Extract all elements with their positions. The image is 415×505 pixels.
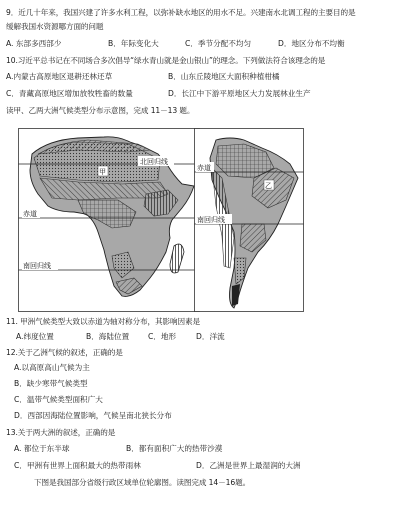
south-america-climate-map	[194, 128, 304, 312]
q11-stem: 11. 甲洲气候类型大致以赤道为轴对称分布，其影响因素是	[6, 317, 200, 326]
q10-option-a: A.内蒙古高原地区退耕还林还草	[6, 72, 113, 81]
q13-option-a: A. 都位于东半球	[14, 444, 70, 453]
q9-stem-line1: 9．近几十年来，我国兴建了许多水利工程，以弥补缺水地区的用水不足。兴建南水北调工程的主要目的是	[6, 8, 356, 17]
q10-option-b: B．山东丘陵地区大面积种植柑橘	[168, 72, 280, 81]
sa-marker-yi: 乙	[265, 182, 272, 190]
africa-equator-label: 赤道	[23, 210, 37, 218]
sa-equator-label: 赤道	[197, 164, 211, 172]
q14-16-intro: 下图是我国部分省级行政区域单位轮廓图。读图完成 14－16题。	[34, 478, 251, 487]
q12-stem: 12.关于乙洲气候的叙述，正确的是	[6, 348, 123, 357]
sa-south-tropic-label: 南回归线	[197, 216, 225, 224]
africa-south-tropic-label: 南回归线	[23, 262, 51, 270]
q13-option-c: C．甲洲有世界上面积最大的热带雨林	[14, 461, 141, 470]
q9-option-c: C．季节分配不均匀	[185, 39, 252, 48]
q12-option-b: B．缺少寒带气候类型	[14, 379, 88, 388]
q13-stem: 13.关于两大洲的叙述，正确的是	[6, 428, 116, 437]
q12-option-c: C．温带气候类型面积广大	[14, 395, 103, 404]
q9-stem-line2: 缓解我国水资源哪方面的问题	[6, 22, 104, 31]
q10-stem: 10.习近平总书记在不同场合多次倡导“绿水青山就是金山银山”的理念。下列做法符合该理念的是	[6, 56, 326, 65]
q9-option-a: A. 东部多西部少	[6, 39, 62, 48]
q13-option-b: B．都有面积广大的热带沙漠	[126, 444, 223, 453]
q12-option-d: D．西部因海陆位置影响，气候呈南北狭长分布	[14, 411, 172, 420]
africa-north-tropic-label: 北回归线	[140, 158, 168, 166]
africa-marker-jia: 甲	[99, 168, 106, 176]
q9-option-b: B．年际变化大	[108, 39, 159, 48]
maps-intro: 读甲、乙两大洲气候类型分布示意图，完成 11－13 题。	[6, 106, 195, 115]
q11-option-b: B．海陆位置	[86, 332, 130, 341]
africa-climate-map	[18, 128, 200, 312]
q13-option-d: D．乙洲是世界上最湿润的大洲	[196, 461, 301, 470]
q9-option-d: D．地区分布不均衡	[278, 39, 345, 48]
q11-option-c: C．地形	[148, 332, 177, 341]
q12-option-a: A.以高原高山气候为主	[14, 363, 90, 372]
q10-option-d: D．长江中下游平原地区大力发展林业生产	[168, 89, 311, 98]
q11-option-a: A.纬度位置	[16, 332, 54, 341]
q11-option-d: D．洋流	[196, 332, 225, 341]
q10-option-c: C．青藏高原地区增加放牧牲畜的数量	[6, 89, 133, 98]
